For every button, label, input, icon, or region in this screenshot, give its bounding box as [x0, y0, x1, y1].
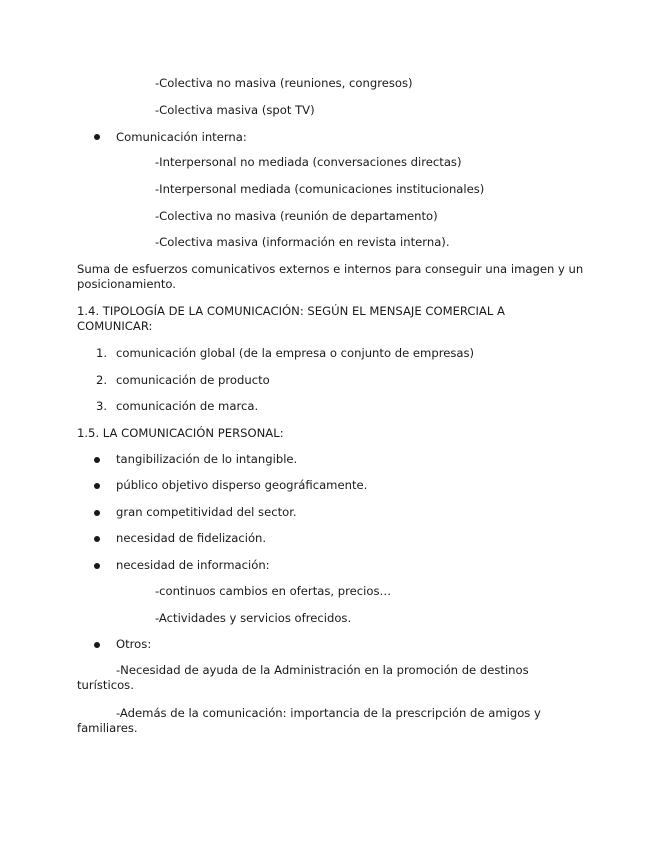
bullet-item-competitividad: gran competitividad del sector. — [116, 505, 297, 519]
numbered-item-global: comunicación global (de la empresa o conjunto de empresas) — [116, 346, 475, 360]
sub-item-colectiva-no-masiva: -Colectiva no masiva (reuniones, congresos) — [155, 76, 413, 90]
sub-item-colectiva-no-masiva-interna: -Colectiva no masiva (reunión de departamento) — [155, 209, 438, 223]
bullet-item-fidelizacion: necesidad de fidelización. — [116, 531, 267, 545]
summary-paragraph: Suma de esfuerzos comunicativos externos e internos para conseguir una imagen y un posicionamiento. — [77, 262, 584, 291]
bullet-icon — [94, 457, 100, 463]
bullet-item-informacion: necesidad de información: — [116, 558, 270, 572]
numbered-marker: 2. — [96, 373, 108, 387]
numbered-item-producto: comunicación de producto — [116, 373, 270, 387]
sub-item-interpersonal-no-mediada: -Interpersonal no mediada (conversaciones directas) — [155, 155, 462, 169]
bullet-icon — [94, 134, 100, 140]
bullet-icon — [94, 483, 100, 489]
bullet-icon — [94, 510, 100, 516]
numbered-marker: 3. — [96, 399, 108, 413]
numbered-marker: 1. — [96, 346, 108, 360]
section-heading-1-4: 1.4. TIPOLOGÍA DE LA COMUNICACIÓN: SEGÚN EL MENSAJE COMERCIAL A COMUNICAR: — [77, 304, 505, 333]
bullet-item-comunicacion-interna: Comunicación interna: — [116, 130, 247, 144]
bullet-item-otros: Otros: — [116, 637, 152, 651]
bullet-icon — [94, 642, 100, 648]
numbered-item-marca: comunicación de marca. — [116, 399, 259, 413]
bullet-icon — [94, 563, 100, 569]
otros-paragraph-prescripcion: -Además de la comunicación: importancia de la prescripción de amigos y familiares. — [77, 706, 541, 735]
section-heading-1-5: 1.5. LA COMUNICACIÓN PERSONAL: — [77, 426, 284, 440]
otros-paragraph-administracion: -Necesidad de ayuda de la Administración en la promoción de destinos turísticos. — [77, 663, 529, 692]
bullet-item-tangibilizacion: tangibilización de lo intangible. — [116, 452, 298, 466]
sub-item-colectiva-masiva: -Colectiva masiva (spot TV) — [155, 103, 315, 117]
sub-item-actividades: -Actividades y servicios ofrecidos. — [155, 611, 352, 625]
sub-item-interpersonal-mediada: -Interpersonal mediada (comunicaciones institucionales) — [155, 182, 485, 196]
bullet-icon — [94, 536, 100, 542]
sub-item-cambios-ofertas: -continuos cambios en ofertas, precios… — [155, 584, 392, 598]
bullet-item-publico-objetivo: público objetivo disperso geográficamente. — [116, 478, 368, 492]
sub-item-colectiva-masiva-interna: -Colectiva masiva (información en revista interna). — [155, 235, 450, 249]
